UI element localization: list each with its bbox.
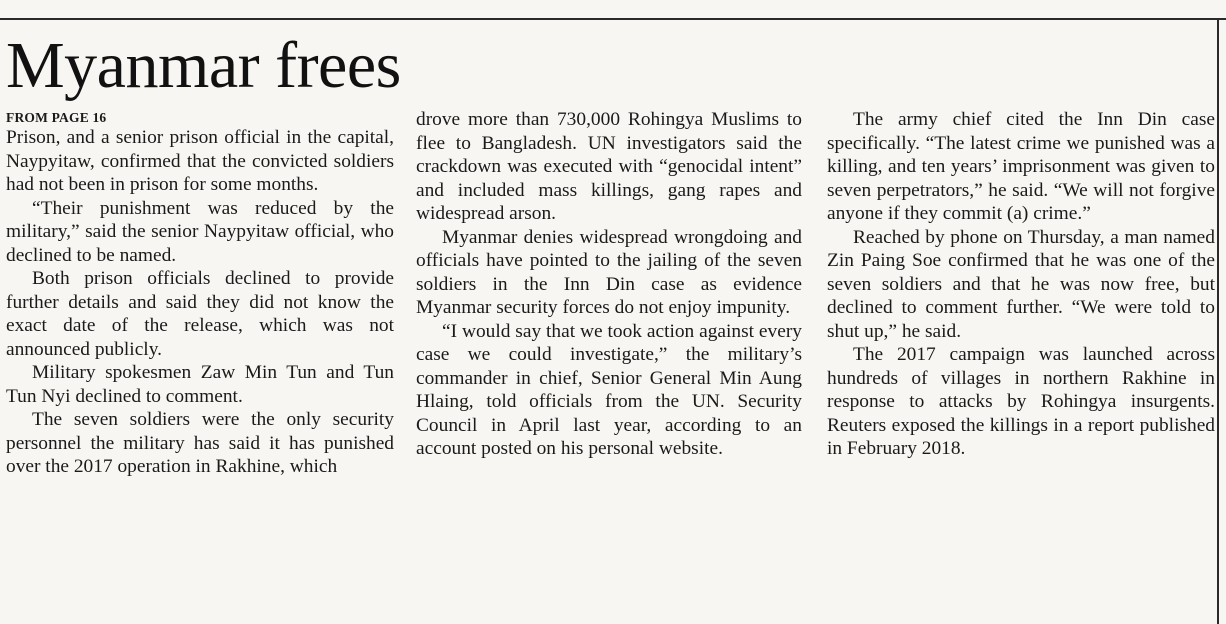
- article-column-1: [6, 110, 394, 479]
- paragraph: Military spokesmen Zaw Min Tun and Tun Tun Nyi declined to comment.: [6, 362, 394, 407]
- paragraph: drove more than 730,000 Rohingya Muslims to flee to Bangladesh. UN investigators said the crackdown was executed with “genocidal intent” and included mass killings, gang rapes and widespread arson.: [416, 109, 802, 224]
- top-rule: [0, 18, 1226, 20]
- article-column-2: [416, 108, 802, 461]
- paragraph: Myanmar denies widespread wrongdoing and officials have pointed to the jailing of the seven soldiers in the Inn Din case as evidence Myanmar security forces do not enjoy impunity.: [416, 226, 802, 318]
- paragraph: Prison, and a senior prison official in the capital, Naypyitaw, confirmed that the convicted soldiers had not been in prison for some months.: [6, 127, 394, 195]
- paragraph: Both prison officials declined to provide further details and said they did not know the exact date of the release, which was not announced publicly.: [6, 268, 394, 360]
- paragraph: The 2017 campaign was launched across hundreds of villages in northern Rakhine in response to attacks by Rohingya insurgents. Reuters exposed the killings in a report published in February 2018.: [827, 344, 1215, 459]
- article-column-3: [827, 108, 1215, 461]
- kicker-from-page: FROM PAGE 16: [6, 110, 107, 125]
- paragraph: “Their punishment was reduced by the military,” said the senior Naypyitaw official, who declined to be named.: [6, 197, 394, 266]
- headline: Myanmar frees: [6, 29, 401, 102]
- paragraph: The seven soldiers were the only security personnel the military has said it has punished over the 2017 operation in Rakhine, which: [6, 409, 394, 477]
- paragraph: Reached by phone on Thursday, a man named Zin Paing Soe confirmed that he was one of the seven soldiers and that he was now free, but declined to comment further. “We were told to shut up,” he said.: [827, 226, 1215, 342]
- paragraph: The army chief cited the Inn Din case specifically. “The latest crime we punished was a killing, and ten years’ imprisonment was given to seven perpetrators,” he said. “We will not forgive anyone if they commit (a) crime.”: [827, 109, 1215, 224]
- right-column-rule: [1217, 18, 1219, 624]
- paragraph: “I would say that we took action against every case we could investigate,” the military’s commander in chief, Senior General Min Aung Hlaing, told officials from the UN. Security Council in April last year, according to an account posted on his personal website.: [416, 320, 802, 459]
